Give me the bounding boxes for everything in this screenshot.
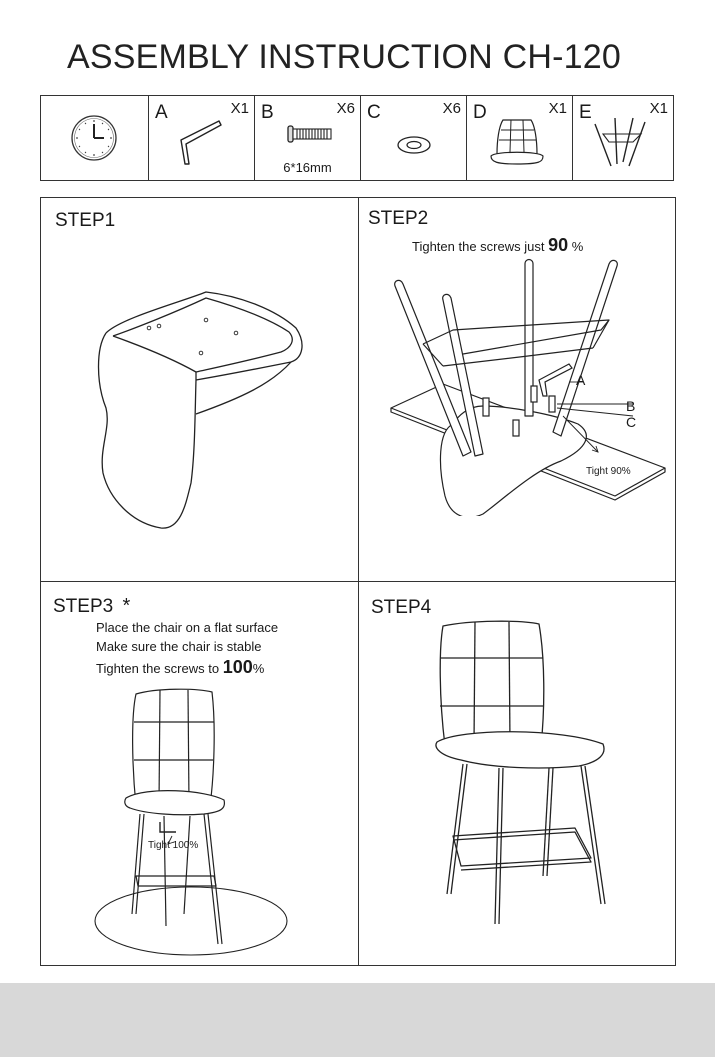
parts-cell-clock	[41, 96, 148, 180]
step3-title	[53, 595, 130, 618]
step2-percentage-value: 90	[548, 235, 569, 255]
step1-seat-upside-down-illustration	[91, 288, 311, 538]
step1-title: STEP1	[55, 210, 116, 231]
chair-seat-icon	[467, 96, 573, 182]
part-quantity: X1	[649, 100, 668, 117]
part-spec: 6*16mm	[283, 160, 332, 175]
part-letter: C	[367, 102, 381, 123]
parts-cell-a	[148, 96, 254, 180]
parts-cell-d	[466, 96, 572, 180]
step2-instruction	[412, 235, 583, 256]
step3-percentage-value: 100	[222, 657, 253, 677]
washer-icon	[361, 96, 467, 182]
step4-title: STEP4	[371, 597, 432, 618]
step3-important-star: *	[122, 595, 131, 617]
part-letter: A	[155, 102, 168, 123]
part-letter: D	[473, 102, 487, 123]
step3-line2: Make sure the chair is stable	[96, 639, 262, 654]
steps-grid	[40, 197, 676, 966]
parts-cell-c	[360, 96, 466, 180]
step2-label-b: B	[626, 398, 636, 414]
parts-table	[40, 95, 674, 181]
step2-label-c: C	[626, 414, 637, 430]
grid-divider-horizontal	[41, 581, 675, 582]
step4-finished-chair-illustration	[421, 618, 621, 928]
part-quantity: X6	[442, 100, 461, 117]
step3-line3-text: Tighten the screws to	[96, 661, 223, 676]
step2-leg-attachment-illustration	[383, 256, 668, 516]
parts-cell-b	[254, 96, 360, 180]
footer-band	[0, 983, 715, 1057]
part-quantity: X1	[230, 100, 249, 117]
step2-label-a: A	[576, 372, 586, 388]
step3-percentage-sign: %	[252, 661, 265, 676]
step3-tight-label: Tight 100%	[148, 840, 199, 851]
part-quantity: X6	[336, 100, 355, 117]
step2-tight-label: Tight 90%	[586, 466, 631, 477]
part-quantity: X1	[548, 100, 567, 117]
step2-title: STEP2	[368, 208, 429, 229]
step3-chair-on-floor-illustration	[86, 686, 306, 961]
step3-line1: Place the chair on a flat surface	[96, 620, 279, 635]
part-letter: E	[579, 102, 592, 123]
leg-frame-icon	[573, 96, 674, 182]
step2-percentage-sign: %	[568, 239, 584, 254]
step3-line3	[96, 657, 264, 678]
step2-instruction-text: Tighten the screws just	[412, 239, 545, 254]
part-letter: B	[261, 102, 274, 123]
document-title: ASSEMBLY INSTRUCTION CH-120	[67, 38, 621, 76]
parts-cell-e	[572, 96, 673, 180]
step3-title-text: STEP3	[53, 596, 114, 617]
allen-key-icon	[149, 96, 255, 182]
clock-icon	[41, 96, 148, 182]
